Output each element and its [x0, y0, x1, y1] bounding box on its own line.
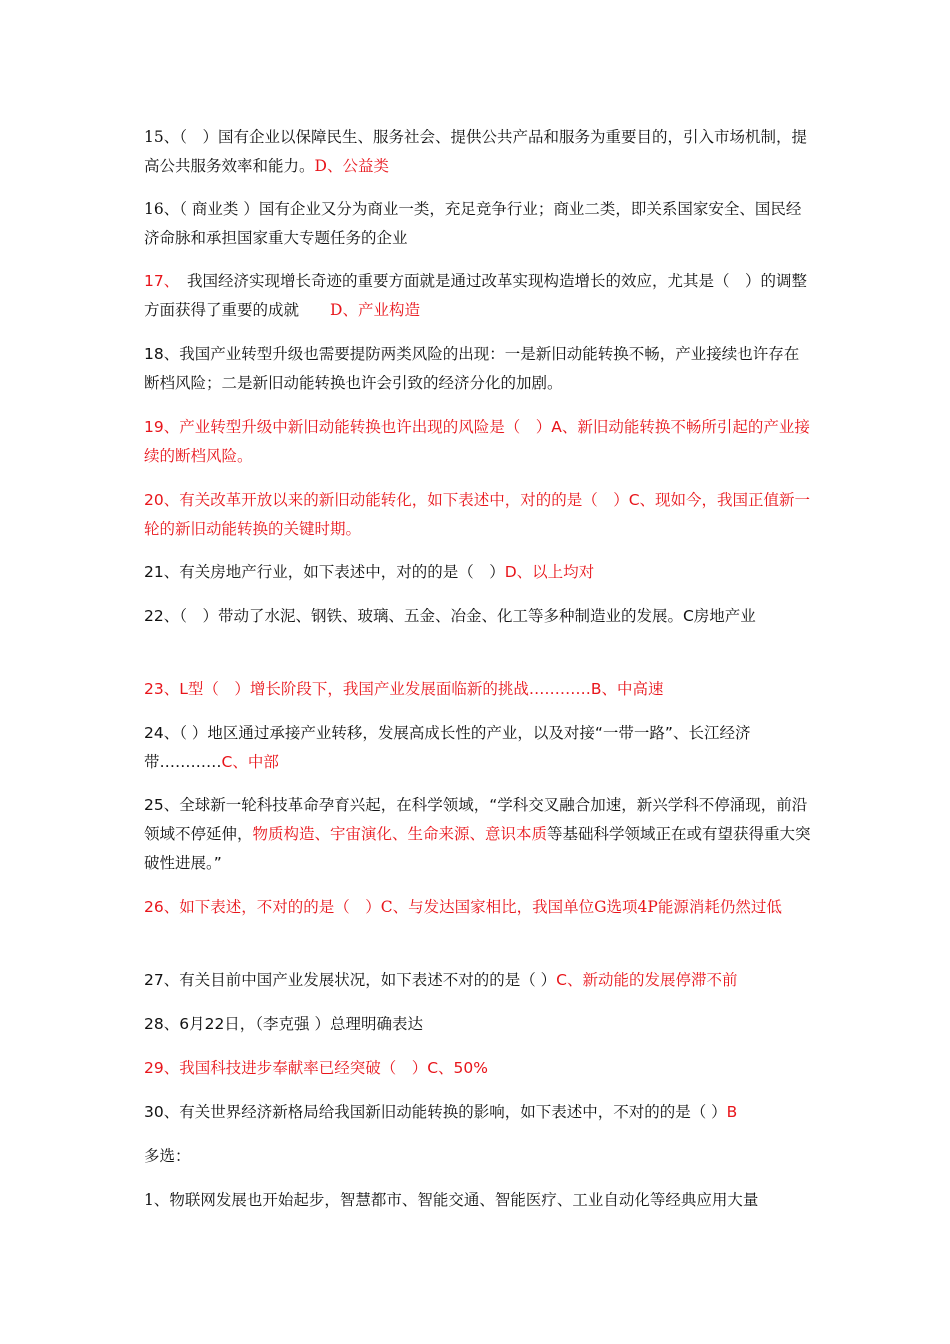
question-24	[144, 719, 812, 777]
question-20-text: 20、有关改革开放以来的新旧动能转化，如下表述中，对的的是（ ）C、现如今，我国正值新一轮的新旧动能转换的关键时期。	[144, 491, 811, 538]
question-26-option-letter: C	[380, 898, 393, 916]
question-28-text: 28、6月22日，（李克强 ）总理明确表达	[144, 1015, 423, 1033]
question-27-text: 27、有关目前中国产业发展状况，如下表述不对的的是（ ）	[144, 971, 557, 989]
question-30	[144, 1098, 812, 1127]
question-17-text: 我国经济实现增长奇迹的重要方面就是通过改革实现构造增长的效应，尤其是（ ）的调整方面获得了重要的成就	[144, 272, 807, 319]
multi-question-1	[144, 1186, 812, 1215]
question-25-text: 25、全球新一轮科技革命孕育兴起，在科学领域，“学科交叉融合加速，新兴学科不停涌现，前沿领域不停延伸，	[144, 796, 808, 843]
question-30-text: 30、有关世界经济新格局给我国新旧动能转换的影响，如下表述中，不对的的是（ ）	[144, 1103, 727, 1121]
question-25	[144, 791, 812, 878]
question-27	[144, 966, 812, 995]
question-24-text: 24、（ ）地区通过承接产业转移，发展高成长性的产业，以及对接“一带一路”、长江经济带…………	[144, 724, 751, 771]
question-21	[144, 558, 812, 587]
question-26-symbol-4p: 4P	[637, 898, 658, 916]
question-26-answer-a: 、与发达国家相比，我国单位	[392, 898, 595, 916]
question-22	[144, 602, 812, 631]
question-26	[144, 893, 812, 922]
section-heading-multiple-choice	[144, 1142, 812, 1171]
question-17	[144, 267, 812, 325]
question-17-number: 17、	[144, 272, 172, 290]
question-24-answer: C、中部	[221, 753, 279, 771]
question-26-text: 26、如下表述，不对的的是（ ）	[144, 898, 381, 916]
question-27-answer: C、新动能的发展停滞不前	[556, 971, 738, 989]
question-28	[144, 1010, 812, 1039]
question-22-text: 22、（ ）带动了水泥、钢铁、玻璃、五金、冶金、化工等多种制造业的发展。C房地产业	[144, 607, 756, 625]
multi-question-1-text: 1、物联网发展也开始起步，智慧都市、智能交通、智能医疗、工业自动化等经典应用大量	[144, 1191, 759, 1209]
question-17-answer: D、产业构造	[330, 301, 420, 319]
question-20	[144, 486, 812, 544]
question-16	[144, 195, 812, 253]
question-29-text: 29、我国科技进步奉献率已经突破（ ）C、50%	[144, 1059, 488, 1077]
question-18	[144, 340, 812, 398]
section-heading-text: 多选：	[144, 1147, 191, 1165]
question-25-text-end: 等基础科学领域正在或有望获得重大突破性进展。”	[144, 825, 811, 872]
question-19	[144, 413, 812, 471]
question-23	[144, 675, 812, 704]
question-16-text: 16、（ 商业类 ）国有企业又分为商业一类，充足竞争行业；商业二类，即关系国家安全、国民经济命脉和承担国家重大专题任务的企业	[144, 200, 802, 247]
question-21-answer: D、以上均对	[504, 563, 595, 581]
question-15-text: 15、（ ）国有企业以保障民生、服务社会、提供公共产品和服务为重要目的，引入市场机制，提高公共服务效率和能力。	[144, 128, 807, 175]
question-18-text: 18、我国产业转型升级也需要提防两类风险的出现：一是新旧动能转换不畅，产业接续也许存在断档风险；二是新旧动能转换也许会引致的经济分化的加剧。	[144, 345, 800, 392]
question-21-text: 21、有关房地产行业，如下表述中，对的的是（ ）	[144, 563, 505, 581]
question-30-answer: B	[726, 1103, 738, 1121]
question-15-answer: D、公益类	[314, 157, 389, 175]
question-26-answer-b: 选项	[606, 898, 638, 916]
question-23-text: 23、L型（ ）增长阶段下，我国产业发展面临新的挑战…………B、中高速	[144, 680, 664, 698]
question-26-answer-c: 能源消耗仍然过低	[657, 898, 782, 916]
question-19-text: 19、产业转型升级中新旧动能转换也许出现的风险是（ ）A、新旧动能转换不畅所引起的产业接续的断档风险。	[144, 418, 810, 465]
question-25-highlight: 物质构造、宇宙演化、生命来源、意识本质	[252, 825, 548, 843]
question-15	[144, 123, 812, 181]
question-26-symbol-g: G	[594, 898, 607, 916]
question-29	[144, 1054, 812, 1083]
